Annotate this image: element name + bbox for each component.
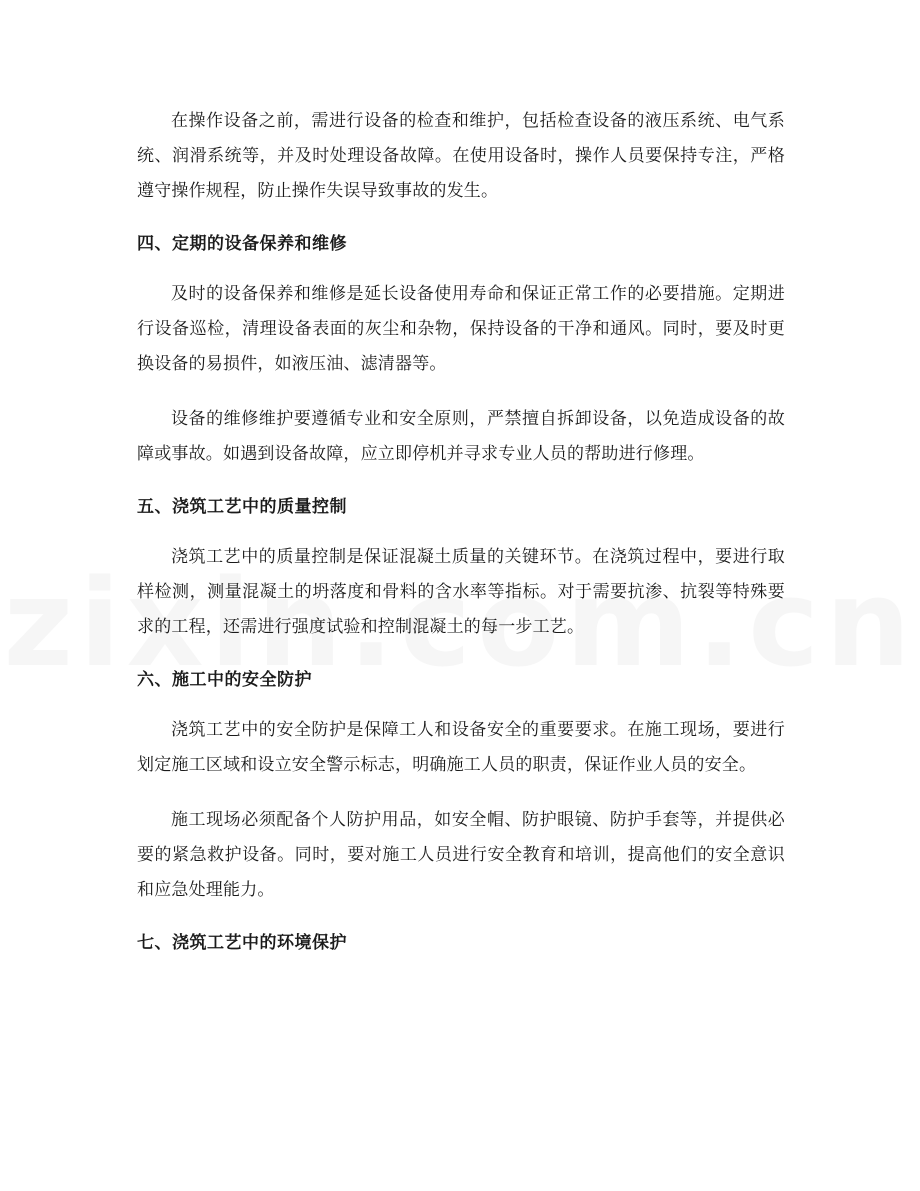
intro-paragraph: 在操作设备之前，需进行设备的检查和维护，包括检查设备的液压系统、电气系统、润滑系统等，并及时处理设备故障。在使用设备时，操作人员要保持专注，严格遵守操作规程，防止操作失误导致事故的发生。 (137, 111, 785, 201)
paragraph: 设备的维修维护要遵循专业和安全原则，严禁擅自拆卸设备，以免造成设备的故障或事故。如遇到设备故障，应立即停机并寻求专业人员的帮助进行修理。 (137, 409, 785, 464)
section-heading: 四、定期的设备保养和维修 (137, 234, 347, 254)
paragraph: 施工现场必须配备个人防护用品，如安全帽、防护眼镜、防护手套等，并提供必要的紧急救护设备。同时，要对施工人员进行安全教育和培训，提高他们的安全意识和应急处理能力。 (137, 810, 785, 900)
section-heading: 七、浇筑工艺中的环境保护 (137, 933, 347, 953)
section-quality-control (137, 492, 785, 645)
section-maintenance (137, 229, 785, 472)
section-safety (137, 665, 785, 908)
paragraph: 及时的设备保养和维修是延长设备使用寿命和保证正常工作的必要措施。定期进行设备巡检，清理设备表面的灰尘和杂物，保持设备的干净和通风。同时，要及时更换设备的易损件，如液压油、滤清器等。 (137, 284, 785, 374)
document-body (137, 104, 785, 976)
paragraph: 浇筑工艺中的安全防护是保障工人和设备安全的重要要求。在施工现场，要进行划定施工区域和设立安全警示标志，明确施工人员的职责，保证作业人员的安全。 (137, 720, 785, 775)
section-environment (137, 928, 785, 958)
paragraph: 浇筑工艺中的质量控制是保证混凝土质量的关键环节。在浇筑过程中，要进行取样检测，测量混凝土的坍落度和骨料的含水率等指标。对于需要抗渗、抗裂等特殊要求的工程，还需进行强度试验和控制混凝土的每一步工艺。 (137, 547, 785, 637)
section-heading: 五、浇筑工艺中的质量控制 (137, 497, 347, 517)
section-heading: 六、施工中的安全防护 (137, 670, 312, 690)
